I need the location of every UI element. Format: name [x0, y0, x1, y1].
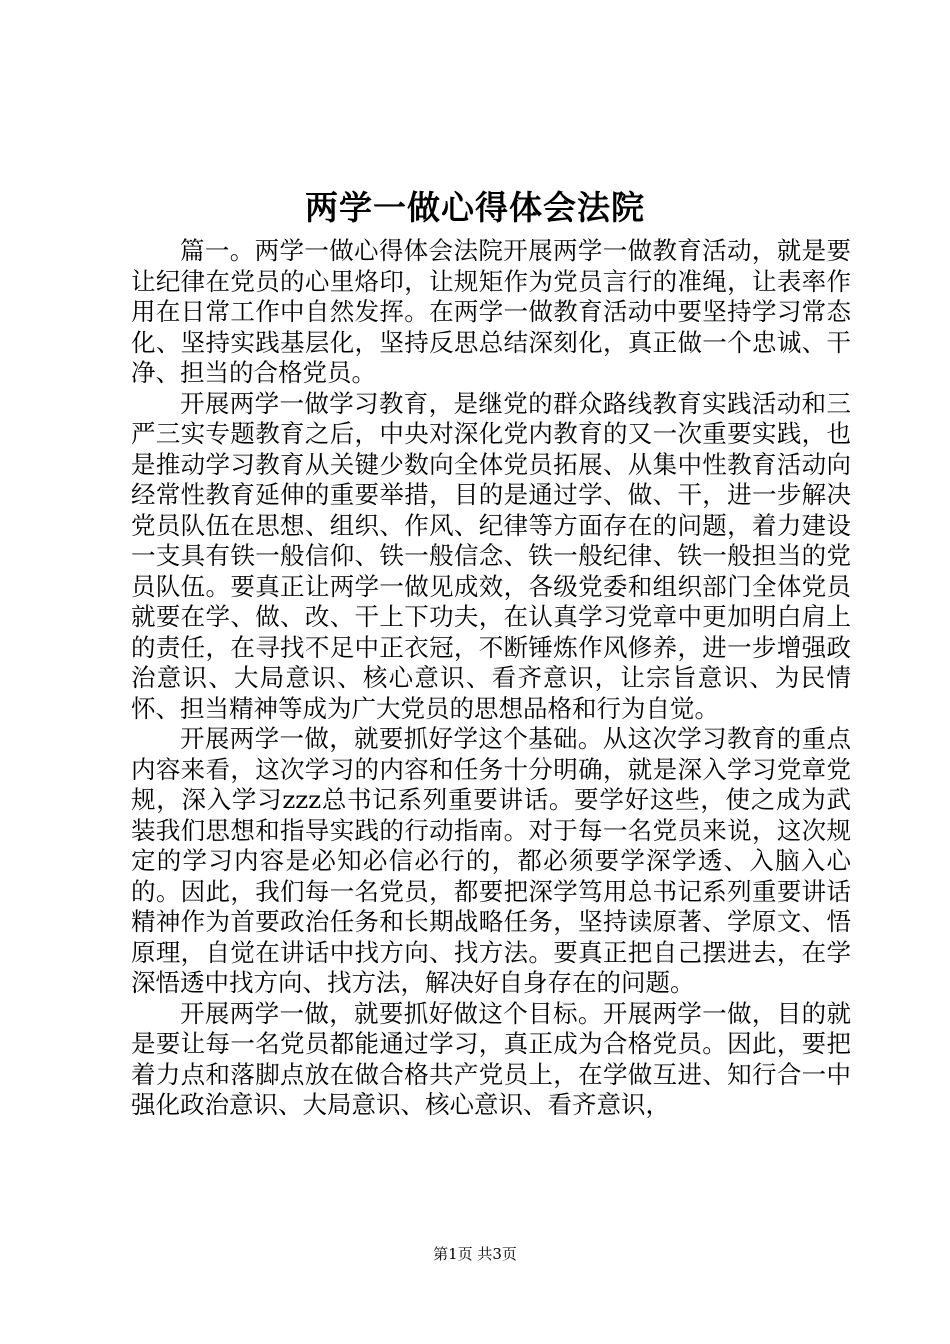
document-body [131, 236, 851, 1121]
document-title: 两学一做心得体会法院 [305, 188, 645, 227]
body-paragraph: 开展两学一做，就要抓好学这个基础。从这次学习教育的重点内容来看，这次学习的内容和任务十分明确，就是深入学习党章党规，深入学习zzz总书记系列重要讲话。要学好这些，使之成为武装我们思想和指导实践的行动指南。对于每一名党员来说，这次规定的学习内容是必知必信必行的，都必须要学深学透、入脑入心的。因此，我们每一名党员，都要把深学笃用总书记系列重要讲话精神作为首要政治任务和长期战略任务，坚持读原著、学原文、悟原理，自觉在讲话中找方向、找方法。要真正把自己摆进去，在学深悟透中找方向、找方法，解决好自身存在的问题。 [131, 724, 851, 997]
body-paragraph: 开展两学一做，就要抓好做这个目标。开展两学一做，目的就是要让每一名党员都能通过学习，真正成为合格党员。因此，要把着力点和落脚点放在做合格共产党员上，在学做互进、知行合一中强化政治意识、大局意识、核心意识、看齐意识， [131, 998, 851, 1119]
page-footer: 第1页 共3页 [433, 1245, 517, 1263]
body-paragraph: 篇一。两学一做心得体会法院开展两学一做教育活动，就是要让纪律在党员的心里烙印，让规矩作为党员言行的准绳，让表率作用在日常工作中自然发挥。在两学一做教育活动中要坚持学习常态化、坚持实践基层化，坚持反思总结深刻化，真正做一个忠诚、干净、担当的合格党员。 [131, 236, 851, 387]
body-paragraph: 开展两学一做学习教育，是继党的群众路线教育实践活动和三严三实专题教育之后，中央对深化党内教育的又一次重要实践，也是推动学习教育从关键少数向全体党员拓展、从集中性教育活动向经常性教育延伸的重要举措，目的是通过学、做、干，进一步解决党员队伍在思想、组织、作风、纪律等方面存在的问题，着力建设一支具有铁一般信仰、铁一般信念、铁一般纪律、铁一般担当的党员队伍。要真正让两学一做见成效，各级党委和组织部门全体党员就要在学、做、改、干上下功夫，在认真学习党章中更加明白肩上的责任，在寻找不足中正衣冠，不断锤炼作风修养，进一步增强政治意识、大局意识、核心意识、看齐意识，让宗旨意识、为民情怀、担当精神等成为广大党员的思想品格和行为自觉。 [131, 388, 851, 723]
